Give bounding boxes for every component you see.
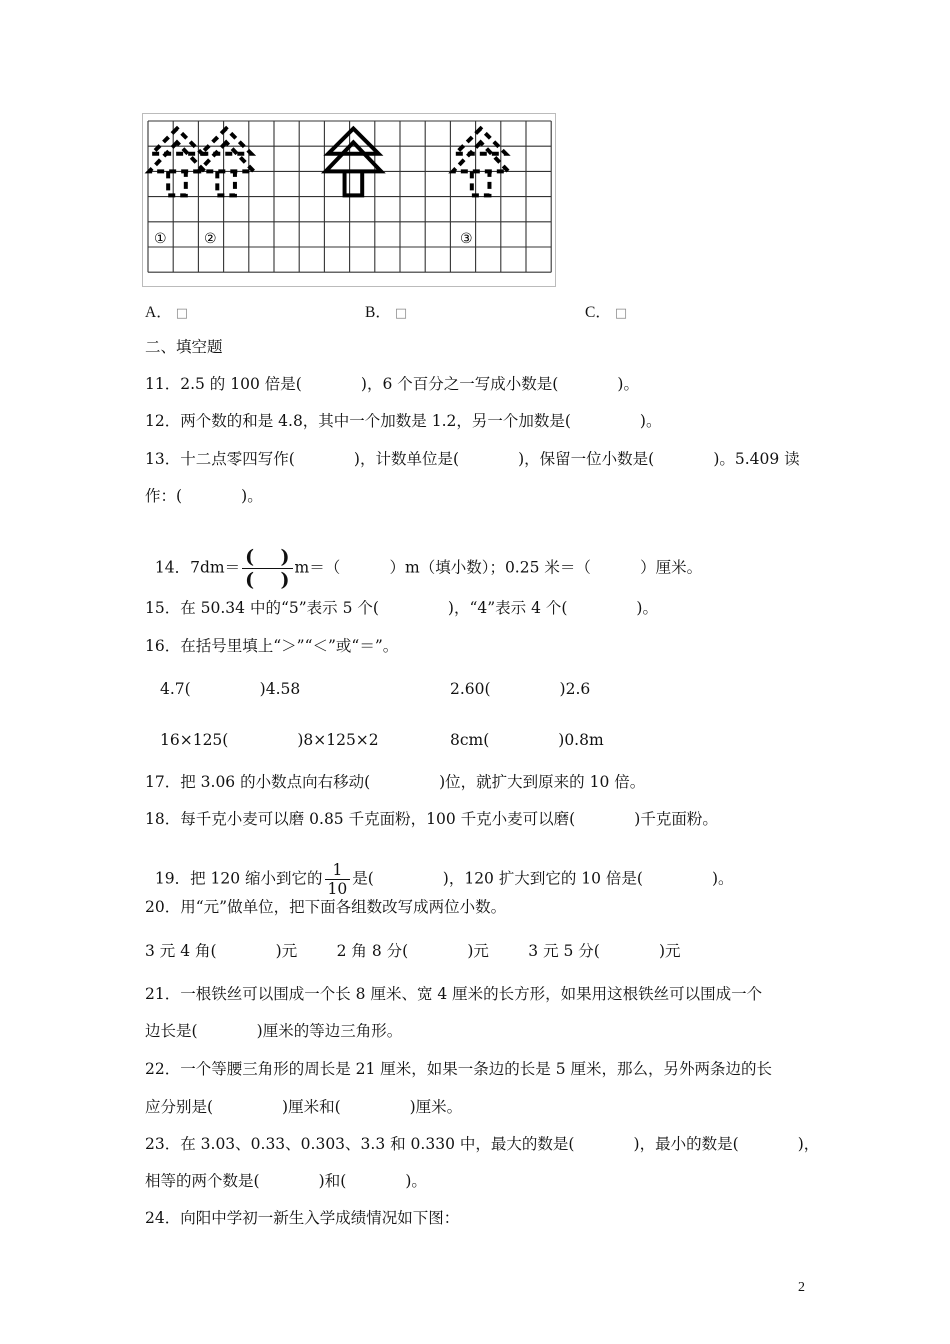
tree-grid-figure [142, 113, 556, 287]
fraction-denominator: ( ) [245, 569, 290, 591]
question-23-line2: 相等的两个数是( )和( )。 [145, 1172, 427, 1190]
question-15: 15．在 50.34 中的“5”表示 5 个( )，“4”表示 4 个( )。 [145, 599, 658, 617]
question-14 [145, 522, 702, 591]
figure-label-3: ③ [460, 231, 473, 247]
grid-svg [142, 113, 556, 287]
question-21-line1: 21．一根铁丝可以围成一个长 8 厘米、宽 4 厘米的长方形，如果用这根铁丝可以围成一个 [145, 985, 763, 1003]
question-18: 18．每千克小麦可以磨 0.85 千克面粉，100 千克小麦可以磨( )千克面粉。 [145, 810, 718, 828]
choice-a[interactable] [145, 300, 188, 322]
choice-a-box[interactable]: □ [175, 306, 188, 321]
choice-c-box[interactable]: □ [614, 306, 628, 321]
figure-label-2: ② [204, 231, 217, 247]
question-16-item-a: 4.7( )4.58 [160, 680, 301, 698]
question-13-line1: 13．十二点零四写作( )，计数单位是( )，保留一位小数是( )。5.409 读 [145, 450, 800, 468]
question-23-line1: 23．在 3.03、0.33、0.303、3.3 和 0.330 中，最大的数是( )，最小的数是( )， [145, 1135, 820, 1153]
choice-b[interactable] [365, 300, 407, 322]
question-20-items: 3 元 4 角( )元 2 角 8 分( )元 3 元 5 分( )元 [145, 942, 681, 960]
question-22-line1: 22．一个等腰三角形的周长是 21 厘米，如果一条边的长是 5 厘米，那么，另外两条边的长 [145, 1060, 773, 1078]
choice-c-label: C． [585, 304, 611, 321]
page-number: 2 [798, 1280, 805, 1295]
choice-b-label: B． [365, 304, 391, 321]
question-19-fraction [325, 861, 351, 898]
question-22-line2: 应分别是( )厘米和( )厘米。 [145, 1098, 463, 1116]
question-14-prefix: 14．7dm＝ [154, 558, 241, 577]
section-title: 二、填空题 [145, 338, 223, 356]
fraction-numerator: 1 [325, 861, 351, 880]
fraction-numerator: ( ) [242, 546, 292, 569]
question-14-fraction [242, 546, 292, 591]
question-17: 17．把 3.06 的小数点向右移动( )位，就扩大到原来的 10 倍。 [145, 773, 646, 791]
figure-label-1: ① [154, 231, 167, 247]
question-16: 16．在括号里填上“＞”“＜”或“＝”。 [145, 637, 399, 655]
question-24: 24．向阳中学初一新生入学成绩情况如下图： [145, 1209, 460, 1227]
question-21-line2: 边长是( )厘米的等边三角形。 [145, 1022, 403, 1040]
question-19-suffix: 是( )，120 扩大到它的 10 倍是( )。 [352, 869, 734, 888]
question-19-prefix: 19．把 120 缩小到它的 [154, 869, 323, 888]
choice-a-label: A． [145, 304, 172, 321]
question-20: 20．用“元”做单位，把下面各组数改写成两位小数。 [145, 898, 507, 916]
question-11: 11．2.5 的 100 倍是( )，6 个百分之一写成小数是( )。 [145, 375, 639, 393]
question-14-suffix: m＝（ ）m（填小数）；0.25 米＝（ ）厘米。 [294, 558, 703, 577]
question-13-line2: 作：( )。 [145, 487, 263, 505]
question-16-item-d: 8cm( )0.8m [450, 731, 604, 749]
question-12: 12．两个数的和是 4.8，其中一个加数是 1.2，另一个加数是( )。 [145, 412, 662, 430]
fraction-denominator: 10 [327, 880, 348, 898]
choice-c[interactable] [585, 300, 627, 322]
question-16-item-c: 16×125( )8×125×2 [160, 731, 379, 749]
question-16-item-b: 2.60( )2.6 [450, 680, 591, 698]
question-19 [145, 841, 734, 898]
choice-b-box[interactable]: □ [394, 306, 408, 321]
